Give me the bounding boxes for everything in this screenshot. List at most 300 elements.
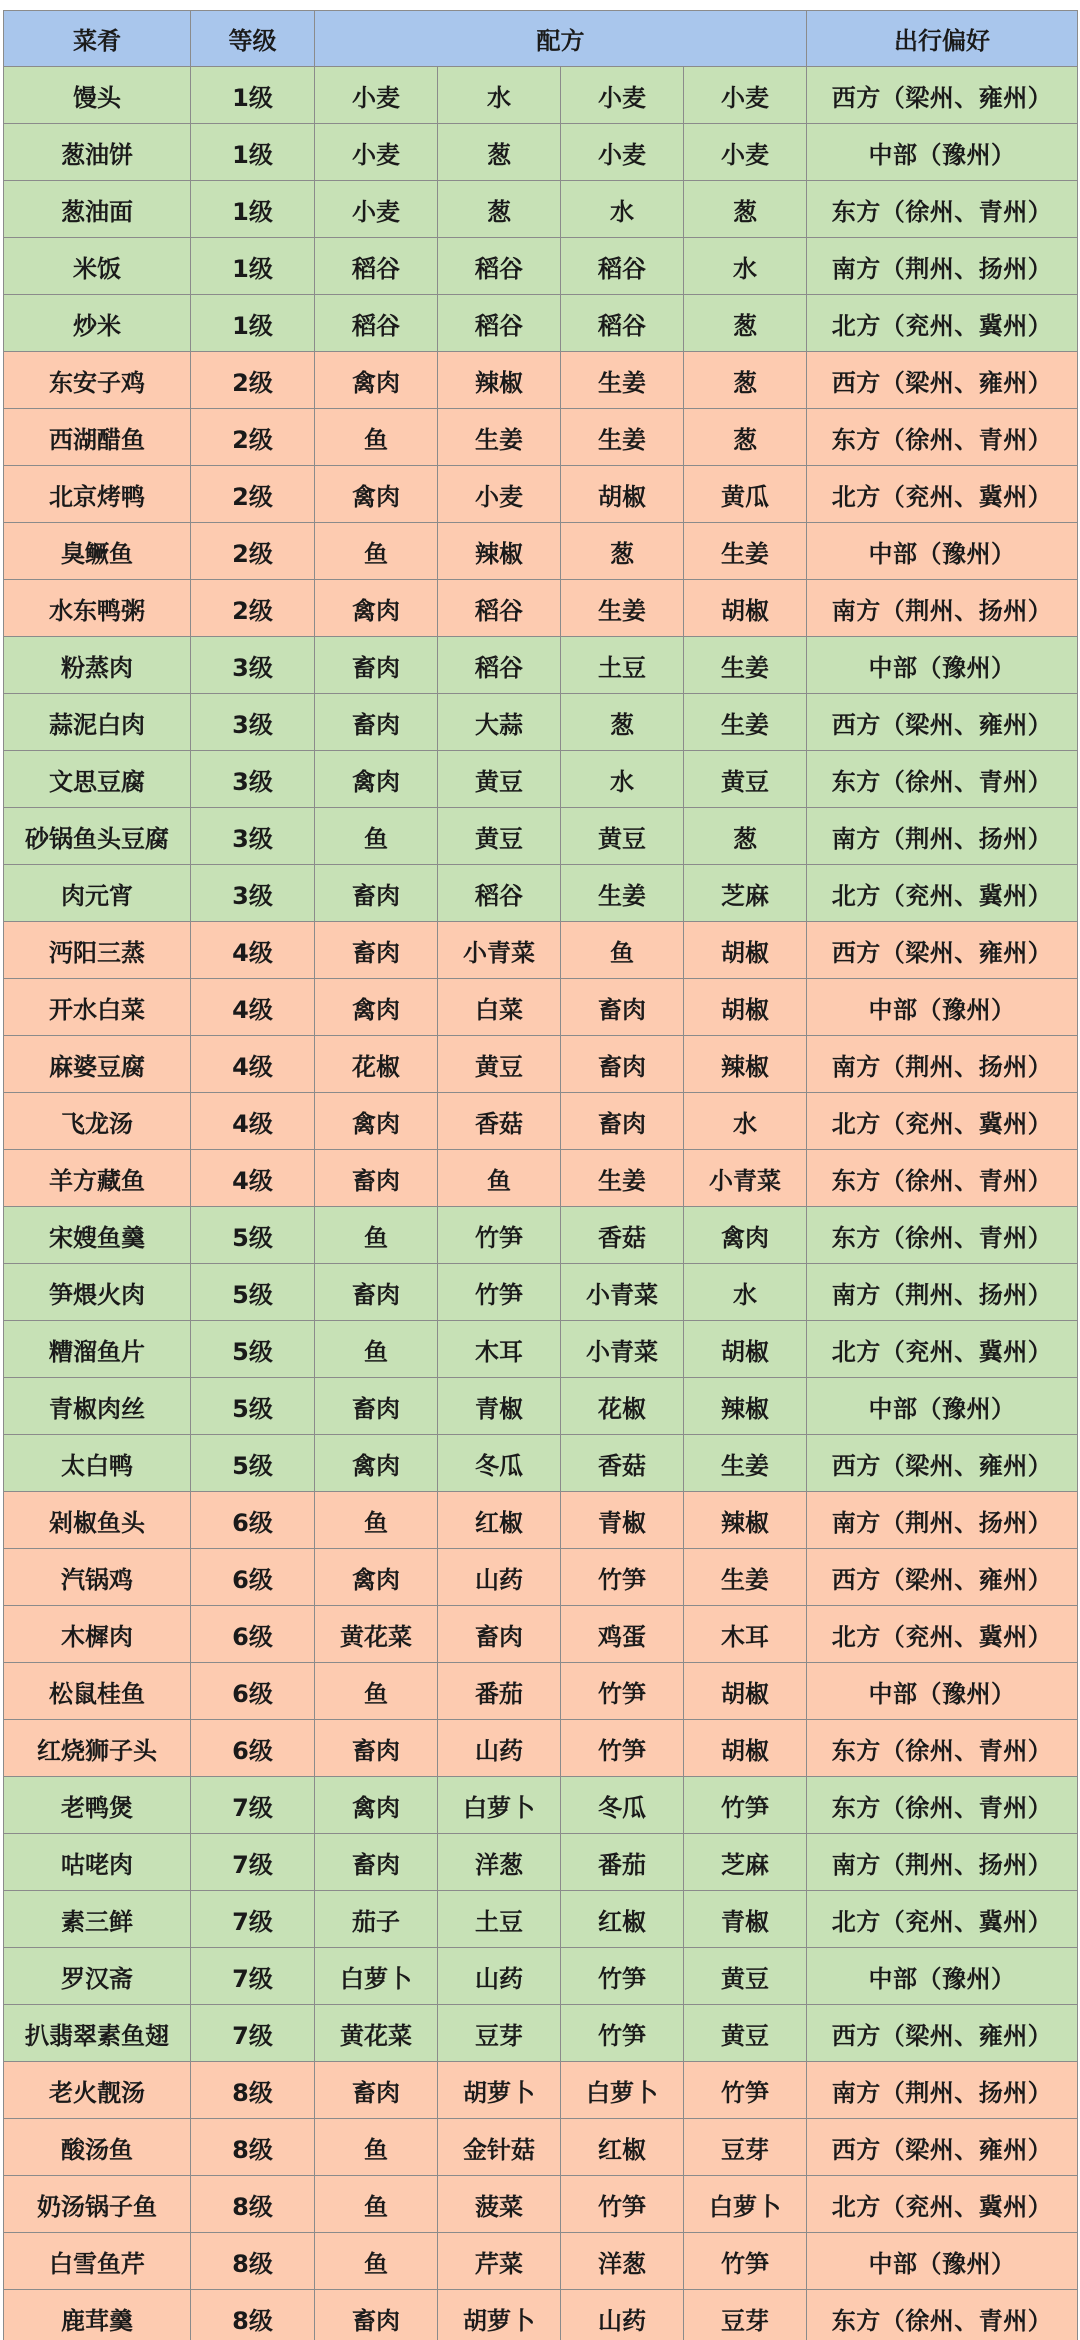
header-row [4,11,1078,67]
ingredient-cell: 黄花菜 [315,2005,438,2062]
ingredient-cell: 番茄 [561,1834,684,1891]
preference-cell: 中部（豫州） [807,637,1078,694]
level-cell: 1级 [191,295,315,352]
level-cell: 3级 [191,751,315,808]
level-cell: 5级 [191,1207,315,1264]
ingredient-cell: 生姜 [561,409,684,466]
ingredient-cell: 木耳 [684,1606,807,1663]
table-row [4,1891,1078,1948]
ingredient-cell: 小麦 [315,181,438,238]
ingredient-cell: 禽肉 [315,1777,438,1834]
ingredient-cell: 黄花菜 [315,1606,438,1663]
ingredient-cell: 黄豆 [684,2005,807,2062]
level-cell: 5级 [191,1378,315,1435]
table-header [4,11,1078,67]
ingredient-cell: 葱 [438,181,561,238]
preference-cell: 东方（徐州、青州） [807,181,1078,238]
level-cell: 7级 [191,2005,315,2062]
level-cell: 4级 [191,1036,315,1093]
ingredient-cell: 禽肉 [315,1435,438,1492]
ingredient-cell: 山药 [438,1948,561,2005]
dish-name-cell: 羊方藏鱼 [4,1150,191,1207]
dish-name-cell: 青椒肉丝 [4,1378,191,1435]
ingredient-cell: 金针菇 [438,2119,561,2176]
table-row [4,1777,1078,1834]
dish-name-cell: 咕咾肉 [4,1834,191,1891]
ingredient-cell: 禽肉 [315,979,438,1036]
preference-cell: 东方（徐州、青州） [807,1777,1078,1834]
ingredient-cell: 畜肉 [561,1036,684,1093]
table-row [4,637,1078,694]
preference-cell: 西方（梁州、雍州） [807,2005,1078,2062]
table-row [4,238,1078,295]
dish-name-cell: 西湖醋鱼 [4,409,191,466]
preference-cell: 西方（梁州、雍州） [807,1549,1078,1606]
table-row [4,694,1078,751]
dish-name-cell: 红烧狮子头 [4,1720,191,1777]
table-row [4,1549,1078,1606]
preference-cell: 东方（徐州、青州） [807,1720,1078,1777]
ingredient-cell: 禽肉 [315,352,438,409]
ingredient-cell: 葱 [561,694,684,751]
preference-cell: 南方（荆州、扬州） [807,238,1078,295]
dish-name-cell: 白雪鱼芹 [4,2233,191,2290]
table-row [4,580,1078,637]
level-cell: 4级 [191,1150,315,1207]
ingredient-cell: 畜肉 [438,1606,561,1663]
table-row [4,2290,1078,2340]
preference-cell: 北方（兖州、冀州） [807,466,1078,523]
ingredient-cell: 畜肉 [315,1720,438,1777]
ingredient-cell: 冬瓜 [438,1435,561,1492]
ingredient-cell: 白萝卜 [438,1777,561,1834]
table-row [4,295,1078,352]
ingredient-cell: 鱼 [315,2233,438,2290]
preference-cell: 中部（豫州） [807,1663,1078,1720]
level-cell: 2级 [191,466,315,523]
preference-cell: 西方（梁州、雍州） [807,922,1078,979]
ingredient-cell: 香菇 [561,1207,684,1264]
ingredient-cell: 冬瓜 [561,1777,684,1834]
preference-cell: 南方（荆州、扬州） [807,1264,1078,1321]
table-row [4,979,1078,1036]
header-level: 等级 [191,11,315,67]
dish-name-cell: 炒米 [4,295,191,352]
dish-name-cell: 罗汉斋 [4,1948,191,2005]
level-cell: 5级 [191,1435,315,1492]
ingredient-cell: 稻谷 [438,637,561,694]
ingredient-cell: 芹菜 [438,2233,561,2290]
ingredient-cell: 辣椒 [684,1492,807,1549]
ingredient-cell: 小青菜 [561,1321,684,1378]
level-cell: 1级 [191,181,315,238]
dish-name-cell: 蒜泥白肉 [4,694,191,751]
ingredient-cell: 黄豆 [684,1948,807,2005]
table-row [4,466,1078,523]
table-row [4,181,1078,238]
ingredient-cell: 豆芽 [684,2119,807,2176]
preference-cell: 南方（荆州、扬州） [807,1492,1078,1549]
preference-cell: 北方（兖州、冀州） [807,1891,1078,1948]
dish-name-cell: 葱油饼 [4,124,191,181]
preference-cell: 北方（兖州、冀州） [807,865,1078,922]
table-row [4,67,1078,124]
ingredient-cell: 畜肉 [315,922,438,979]
ingredient-cell: 鱼 [315,1207,438,1264]
dish-name-cell: 肉元宵 [4,865,191,922]
ingredient-cell: 鱼 [438,1150,561,1207]
preference-cell: 中部（豫州） [807,1948,1078,2005]
table-row [4,1378,1078,1435]
preference-cell: 西方（梁州、雍州） [807,694,1078,751]
ingredient-cell: 竹笋 [561,1663,684,1720]
ingredient-cell: 白菜 [438,979,561,1036]
ingredient-cell: 畜肉 [561,1093,684,1150]
dish-name-cell: 太白鸭 [4,1435,191,1492]
ingredient-cell: 水 [684,1264,807,1321]
preference-cell: 南方（荆州、扬州） [807,1834,1078,1891]
ingredient-cell: 土豆 [438,1891,561,1948]
preference-cell: 东方（徐州、青州） [807,409,1078,466]
ingredient-cell: 红椒 [438,1492,561,1549]
level-cell: 6级 [191,1549,315,1606]
ingredient-cell: 辣椒 [684,1378,807,1435]
ingredient-cell: 稻谷 [438,865,561,922]
ingredient-cell: 鱼 [315,409,438,466]
ingredient-cell: 红椒 [561,2119,684,2176]
ingredient-cell: 黄豆 [438,751,561,808]
preference-cell: 中部（豫州） [807,1378,1078,1435]
ingredient-cell: 竹笋 [684,2062,807,2119]
ingredient-cell: 葱 [684,295,807,352]
ingredient-cell: 青椒 [561,1492,684,1549]
ingredient-cell: 水 [684,1093,807,1150]
preference-cell: 北方（兖州、冀州） [807,1321,1078,1378]
ingredient-cell: 稻谷 [561,295,684,352]
ingredient-cell: 稻谷 [438,238,561,295]
ingredient-cell: 鱼 [315,2176,438,2233]
level-cell: 8级 [191,2233,315,2290]
level-cell: 8级 [191,2062,315,2119]
dish-name-cell: 水东鸭粥 [4,580,191,637]
level-cell: 3级 [191,637,315,694]
ingredient-cell: 鸡蛋 [561,1606,684,1663]
table-row [4,2119,1078,2176]
preference-cell: 东方（徐州、青州） [807,1207,1078,1264]
level-cell: 7级 [191,1948,315,2005]
ingredient-cell: 鱼 [315,523,438,580]
dish-name-cell: 剁椒鱼头 [4,1492,191,1549]
level-cell: 7级 [191,1777,315,1834]
dish-name-cell: 文思豆腐 [4,751,191,808]
ingredient-cell: 茄子 [315,1891,438,1948]
level-cell: 4级 [191,1093,315,1150]
ingredient-cell: 生姜 [684,694,807,751]
ingredient-cell: 土豆 [561,637,684,694]
ingredient-cell: 红椒 [561,1891,684,1948]
ingredient-cell: 葱 [438,124,561,181]
table-row [4,865,1078,922]
preference-cell: 东方（徐州、青州） [807,2290,1078,2340]
ingredient-cell: 鱼 [315,1321,438,1378]
ingredient-cell: 胡椒 [684,922,807,979]
ingredient-cell: 生姜 [438,409,561,466]
ingredient-cell: 葱 [684,352,807,409]
ingredient-cell: 小麦 [684,124,807,181]
dish-name-cell: 臭鳜鱼 [4,523,191,580]
ingredient-cell: 畜肉 [315,865,438,922]
preference-cell: 南方（荆州、扬州） [807,580,1078,637]
ingredient-cell: 豆芽 [438,2005,561,2062]
ingredient-cell: 畜肉 [315,637,438,694]
level-cell: 7级 [191,1891,315,1948]
ingredient-cell: 黄豆 [684,751,807,808]
preference-cell: 北方（兖州、冀州） [807,2176,1078,2233]
table-row [4,922,1078,979]
preference-cell: 西方（梁州、雍州） [807,67,1078,124]
table-row [4,523,1078,580]
table-row [4,1606,1078,1663]
ingredient-cell: 胡椒 [684,979,807,1036]
ingredient-cell: 鱼 [561,922,684,979]
header-dish: 菜肴 [4,11,191,67]
ingredient-cell: 生姜 [561,865,684,922]
level-cell: 6级 [191,1663,315,1720]
dish-name-cell: 宋嫂鱼羹 [4,1207,191,1264]
ingredient-cell: 畜肉 [315,1264,438,1321]
ingredient-cell: 禽肉 [315,1093,438,1150]
ingredient-cell: 禽肉 [315,466,438,523]
ingredient-cell: 辣椒 [438,352,561,409]
dish-name-cell: 汽锅鸡 [4,1549,191,1606]
ingredient-cell: 禽肉 [315,1549,438,1606]
preference-cell: 北方（兖州、冀州） [807,295,1078,352]
table-row [4,808,1078,865]
dish-name-cell: 飞龙汤 [4,1093,191,1150]
ingredient-cell: 大蒜 [438,694,561,751]
preference-cell: 中部（豫州） [807,2233,1078,2290]
preference-cell: 南方（荆州、扬州） [807,1036,1078,1093]
dish-name-cell: 沔阳三蒸 [4,922,191,979]
ingredient-cell: 胡椒 [684,580,807,637]
dish-name-cell: 粉蒸肉 [4,637,191,694]
ingredient-cell: 白萝卜 [561,2062,684,2119]
ingredient-cell: 小麦 [561,124,684,181]
table-row [4,1492,1078,1549]
ingredient-cell: 豆芽 [684,2290,807,2340]
table-body [4,67,1078,2340]
table-row [4,1720,1078,1777]
ingredient-cell: 葱 [684,409,807,466]
dish-name-cell: 馒头 [4,67,191,124]
dish-name-cell: 东安子鸡 [4,352,191,409]
ingredient-cell: 小青菜 [438,922,561,979]
ingredient-cell: 禽肉 [315,751,438,808]
table-row [4,409,1078,466]
ingredient-cell: 生姜 [684,1549,807,1606]
ingredient-cell: 小青菜 [684,1150,807,1207]
ingredient-cell: 番茄 [438,1663,561,1720]
ingredient-cell: 稻谷 [438,295,561,352]
level-cell: 1级 [191,238,315,295]
level-cell: 2级 [191,580,315,637]
ingredient-cell: 山药 [438,1720,561,1777]
table-row [4,2176,1078,2233]
level-cell: 8级 [191,2290,315,2340]
dish-name-cell: 扒翡翠素鱼翅 [4,2005,191,2062]
ingredient-cell: 畜肉 [315,1834,438,1891]
preference-cell: 中部（豫州） [807,124,1078,181]
table-row [4,2005,1078,2062]
table-row [4,1093,1078,1150]
ingredient-cell: 青椒 [438,1378,561,1435]
ingredient-cell: 葱 [684,181,807,238]
ingredient-cell: 洋葱 [438,1834,561,1891]
ingredient-cell: 生姜 [561,352,684,409]
preference-cell: 东方（徐州、青州） [807,1150,1078,1207]
preference-cell: 西方（梁州、雍州） [807,2119,1078,2176]
ingredient-cell: 辣椒 [684,1036,807,1093]
dish-name-cell: 麻婆豆腐 [4,1036,191,1093]
ingredient-cell: 葱 [684,808,807,865]
header-recipe: 配方 [315,11,807,67]
ingredient-cell: 竹笋 [561,1948,684,2005]
level-cell: 1级 [191,67,315,124]
ingredient-cell: 禽肉 [315,580,438,637]
ingredient-cell: 畜肉 [315,1150,438,1207]
table-row [4,1207,1078,1264]
level-cell: 6级 [191,1492,315,1549]
ingredient-cell: 洋葱 [561,2233,684,2290]
level-cell: 6级 [191,1720,315,1777]
table-row [4,2062,1078,2119]
dish-name-cell: 米饭 [4,238,191,295]
ingredient-cell: 畜肉 [315,2290,438,2340]
header-preference: 出行偏好 [807,11,1078,67]
dish-name-cell: 笋煨火肉 [4,1264,191,1321]
ingredient-cell: 胡萝卜 [438,2290,561,2340]
ingredient-cell: 生姜 [561,580,684,637]
preference-cell: 北方（兖州、冀州） [807,1606,1078,1663]
ingredient-cell: 竹笋 [438,1207,561,1264]
level-cell: 4级 [191,922,315,979]
ingredient-cell: 辣椒 [438,523,561,580]
ingredient-cell: 水 [684,238,807,295]
dish-name-cell: 木樨肉 [4,1606,191,1663]
ingredient-cell: 小青菜 [561,1264,684,1321]
ingredient-cell: 胡椒 [684,1321,807,1378]
dish-name-cell: 砂锅鱼头豆腐 [4,808,191,865]
ingredient-cell: 黄豆 [438,808,561,865]
ingredient-cell: 胡椒 [684,1663,807,1720]
ingredient-cell: 水 [438,67,561,124]
ingredient-cell: 畜肉 [315,1378,438,1435]
dish-name-cell: 糟溜鱼片 [4,1321,191,1378]
ingredient-cell: 葱 [561,523,684,580]
ingredient-cell: 水 [561,181,684,238]
ingredient-cell: 小麦 [315,124,438,181]
dish-name-cell: 老火靓汤 [4,2062,191,2119]
level-cell: 5级 [191,1264,315,1321]
preference-cell: 西方（梁州、雍州） [807,352,1078,409]
ingredient-cell: 竹笋 [561,2005,684,2062]
table-row [4,124,1078,181]
ingredient-cell: 木耳 [438,1321,561,1378]
ingredient-cell: 白萝卜 [684,2176,807,2233]
table-row [4,352,1078,409]
ingredient-cell: 芝麻 [684,1834,807,1891]
ingredient-cell: 禽肉 [684,1207,807,1264]
ingredient-cell: 胡椒 [684,1720,807,1777]
level-cell: 6级 [191,1606,315,1663]
dish-name-cell: 素三鲜 [4,1891,191,1948]
ingredient-cell: 鱼 [315,1492,438,1549]
table-row [4,1321,1078,1378]
ingredient-cell: 竹笋 [684,2233,807,2290]
ingredient-cell: 香菇 [561,1435,684,1492]
ingredient-cell: 小麦 [684,67,807,124]
ingredient-cell: 竹笋 [561,1549,684,1606]
ingredient-cell: 稻谷 [561,238,684,295]
recipe-table [3,10,1078,2340]
preference-cell: 东方（徐州、青州） [807,751,1078,808]
table-row [4,1150,1078,1207]
table-row [4,1435,1078,1492]
ingredient-cell: 小麦 [561,67,684,124]
ingredient-cell: 生姜 [561,1150,684,1207]
dish-name-cell: 葱油面 [4,181,191,238]
table-row [4,1663,1078,1720]
ingredient-cell: 胡椒 [561,466,684,523]
ingredient-cell: 山药 [561,2290,684,2340]
ingredient-cell: 竹笋 [561,2176,684,2233]
preference-cell: 中部（豫州） [807,523,1078,580]
ingredient-cell: 水 [561,751,684,808]
ingredient-cell: 畜肉 [315,694,438,751]
ingredient-cell: 胡萝卜 [438,2062,561,2119]
level-cell: 3级 [191,808,315,865]
ingredient-cell: 竹笋 [684,1777,807,1834]
level-cell: 1级 [191,124,315,181]
dish-name-cell: 老鸭煲 [4,1777,191,1834]
ingredient-cell: 山药 [438,1549,561,1606]
ingredient-cell: 小麦 [315,67,438,124]
preference-cell: 南方（荆州、扬州） [807,2062,1078,2119]
table-row [4,1264,1078,1321]
level-cell: 5级 [191,1321,315,1378]
table-row [4,1036,1078,1093]
level-cell: 4级 [191,979,315,1036]
level-cell: 7级 [191,1834,315,1891]
dish-name-cell: 酸汤鱼 [4,2119,191,2176]
ingredient-cell: 稻谷 [438,580,561,637]
dish-name-cell: 开水白菜 [4,979,191,1036]
ingredient-cell: 生姜 [684,1435,807,1492]
ingredient-cell: 稻谷 [315,295,438,352]
table-row [4,1834,1078,1891]
ingredient-cell: 生姜 [684,637,807,694]
level-cell: 3级 [191,865,315,922]
ingredient-cell: 青椒 [684,1891,807,1948]
preference-cell: 中部（豫州） [807,979,1078,1036]
level-cell: 2级 [191,409,315,466]
preference-cell: 北方（兖州、冀州） [807,1093,1078,1150]
ingredient-cell: 白萝卜 [315,1948,438,2005]
table-row [4,751,1078,808]
ingredient-cell: 鱼 [315,1663,438,1720]
ingredient-cell: 花椒 [315,1036,438,1093]
dish-name-cell: 鹿茸羹 [4,2290,191,2340]
